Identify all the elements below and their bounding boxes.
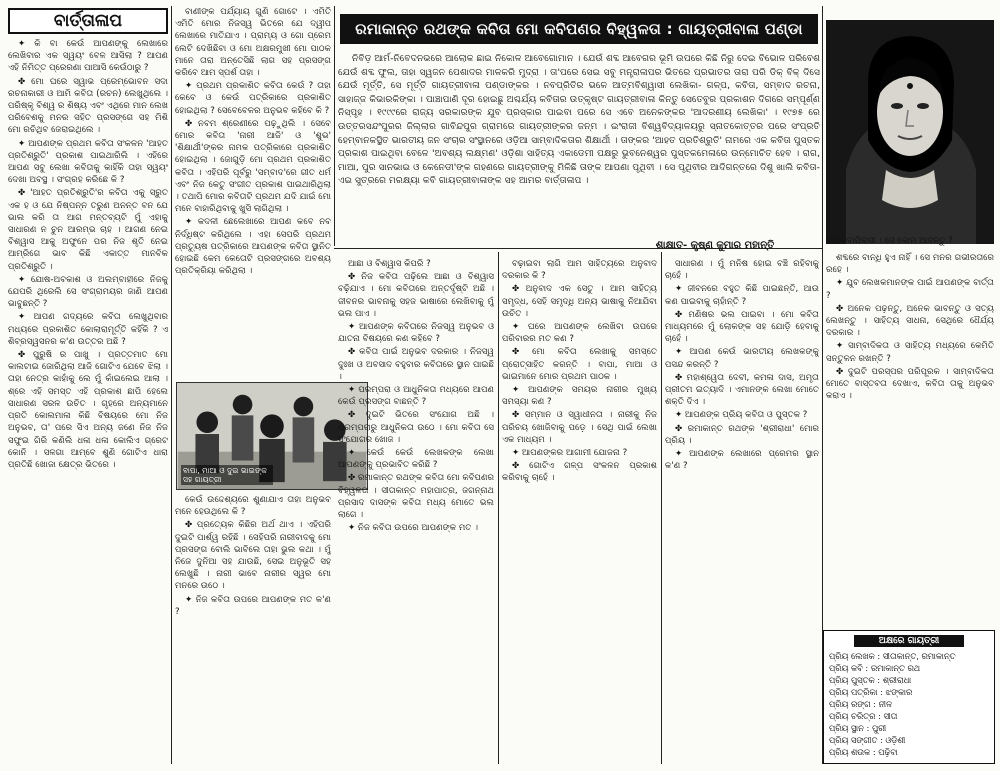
lead-text: ନିବିଡ଼ ଆର୍ମ-ନିବେଦନଭରେ ଆଲୋକ ଛାଇ ନିକୋଳ ଆବେଗୋମାନ । ଯେଉଁ ଶବ୍ଦ ଆବେଗର ଭୂମି ଉପରେ କିଛି ନିରୁ ଦେଇ ବିଭୋଳ ପରିବେଶ ଯେଉଁ ଶବ୍ଦ ଫୁଲ, ତାହା ସ୍ୱଜନ ପେଶାଦର ମାଳକରି ମୁଦ୍ରା । ତା'ପରେ ସେଇ ସବୁ ମନ୍ତ୍ରାଳାପର ଭିତରେ ପ୍ରଭାତର ତାରା ପରି ଡିକ୍ ବିକ୍ ଦିସେ ଯେଉଁ ମୂର୍ତ୍ତି, ସେ ମୂର୍ତ୍ତି ଗାୟତ୍ରୀବାଳା ପଣ୍ଡାଙ୍କର । ନବପ୍ରିତିର ଭଳେ ଆତ୍ମବିଶ୍ୱାସୀ ଲେଖିକା- ଗଳ୍ପ, କବିତା, ସମ୍ବାଦ ରଚନା, ସାହାଜ୍ଜ କିଭାରକିଙ୍କା । ପାଞ୍ଚାପାଣି ଦୂର ହୋଇଛୁ ଅଶ୍ଚର୍ଯ୍ୟ କବିତାର ଉତ୍କୃଷ୍ଟ ଗାୟତ୍ରୀବାଳା କିନ୍ତୁ ସେତେବୁର ପ୍ରକାଶନ ଦିଗରେ ସମ୍ପୂର୍ଣ୍ଣ ନିସ୍ପୃହ । ୧୯୯୯ରେ ରାଜ୍ୟ ସରକାରଙ୍କ ଯୁବ ପ୍ରସ୍କାର ପାଇବା ପରେ ସେ ଏବେ ଅନେକଙ୍କର 'ଆଦରଣୀୟ ଲେଖିକା' । ୧୯୭୫ ରେ ଉତ୍ତରସନ୍ଦଂପୁରର ଜିଲ୍ଲାର ଗାବିନ୍ଦପୁର ଗ୍ରାମରେ ଗାୟତ୍ରୀଙ୍କର ଜନ୍ମ । ଇଂରାଜୀ ବିଶ୍ୱବିଦ୍ୟାଳୟରୁ ସ୍ନାତକୋତ୍ତର ପରେ ସଂପ୍ରତି ହେମ୍ବାନକସ୍ଥିତ ଭାରତୀୟ ଜନ ସଂଚାର ସଂସ୍ଥାନରେ ଓଡ଼ିଆ ସାମ୍ବାଦିକତାର ଶିକ୍ଷାର୍ଥୀ । ତାଙ୍କର 'ଆହତ ପ୍ରତିଶ୍ରୁତି' ନାମରେ ଏକ କବିତା ପୁସ୍ତକ ପ୍ରକାଶ ପାଇଥିବା ବେଳେ 'ଅବଶ୍ୟ ଲକ୍ଷ୍ମଣ' ଓଡ଼ିଶା ସାହିତ୍ୟ ଏକାଡେମୀ ପକ୍ଷରୁ ଭୁବନେଶ୍ୱର ପୁସ୍ତକମେଳାରେ ଉନ୍ମୋଚିତ ହେବ । ରାଗ, ମାଆ, ପୁର ସାନଭାଇ ଓ କେନେଡୀ'ଙ୍କ ଗହଣରେ ଗାୟତ୍ରୀଙ୍କୁ ମିଳିଛି ତାଙ୍କ ଆପଣା ପୃଥିବୀ । ସେ ପୃଥିବୀର ଆଦିଗନ୍ତରେ ଦିଶୁ ଖାଲି କବିତା- ଏଇ ସୁତ୍ରରେ ମରକ୍ଷ୍ୟା କବି ଗାୟତ୍ରୀବାଳାଙ୍କ ସହ ଆମର ବାର୍ତ୍ତାଳାପ । bbox=[338, 53, 820, 187]
column-rule bbox=[498, 252, 499, 764]
text-column-2 bbox=[175, 6, 331, 378]
paragraph: ✦ ଯୋଷ-ଅବକାଶ ଓ ଅଲମ୍ବାହୀରେ ନିଜକୁ ଯେପରି ଥିରେଲି ସେ ସଂଗ୍ରାମୟର ଜାଣି ଆପଣ ଭାବୁଛନ୍ତି ? bbox=[8, 274, 168, 310]
paragraph: ✤ ସମ୍ମାନ ଓ ସ୍ୱାଧୀନତା । ନାରୀକୁ ନିଜ ପରିଚୟ ଖୋଜିବାକୁ ପଡ଼େ । ସେଥି ପାଇଁ ଲେଖା ଏକ ମାଧ୍ୟମ । bbox=[502, 410, 657, 445]
paragraph: ✦ ଆପଣଙ୍କ ସମୟର ନାରୀର ମୁଖ୍ୟ ସମସ୍ୟା କଣ ? bbox=[502, 385, 657, 408]
paragraph: ✦ ନିଜ କବିତା ଉପରେ ଆପଣଙ୍କ ମତ କ'ଣ ? bbox=[175, 594, 331, 617]
paragraph: ✦ ପରମ୍ପରା ଓ ଆଧୁନିକତା ମଧ୍ୟରେ ଆପଣ କେଉଁ ପ୍ରସଙ୍ଗ ବାଛନ୍ତି ? bbox=[338, 385, 494, 408]
info-box-body bbox=[824, 650, 994, 758]
paragraph: ଶବ୍ଦରେ ବାନ୍ଧି ହୁଏ ନାହିଁ । ସେ ମନର ଗଭୀରତାରେ ରହେ । bbox=[826, 253, 994, 276]
paragraph: ବାଣୀଙ୍କ ପର୍ଯ୍ୟାୟ ଗୁଣି ଗୋଟେ । ଏମିତି ଏମିତି ମୋର ନିଜସ୍ୱ ଭିତରେ ଯେ ଦ୍ୱୀପ ଲେଖାରେ ମାତିଯାଏ । ପ୍ରାମ୍ୟ ଓ ଗୋ ପ୍ରେମ ଲେଟି ଦେଖିଛିବା ଓ ମୋ ଅକ୍ଷରମୁଖୀ ମୋ ପାଠକ ମାନେ ତାରା ଅନ୍ତେସିଛି ଲାଗ ସହ ପ୍ରସଙ୍ଗ କରିବେ ଆମ ସ୍ପର୍ଶ ତାହା । bbox=[175, 7, 331, 79]
column-rule bbox=[661, 252, 662, 764]
paragraph: ସାଧାରଣ । ମୁଁ ମନିଷ ହୋଇ ବଞ୍ଚି ରହିବାକୁ ଚାହେଁ । bbox=[665, 259, 819, 282]
paragraph: ✤ ମଣିଷର ଭଲ ପାଇବା । ମୋ କବିତା ମାଧ୍ୟମରେ ମୁଁ ଲୋକଙ୍କ ସହ ଯୋଡ଼ି ହେବାକୁ ଚାହେଁ । bbox=[665, 309, 819, 345]
info-row: ପ୍ରିୟ ସ୍ଥାନ : ପୁରୀ bbox=[829, 723, 887, 733]
paragraph: ✦ ଜୀବନରେ ବହୁତ କିଛି ପାଇଛନ୍ତି, ଆଉ କଣ ପାଇବାକୁ ଚାହାଁନ୍ତି ? bbox=[665, 284, 819, 307]
paragraph: ✤ ମୋ କବିତା ଲେଖାକୁ ସମସ୍ତେ ପ୍ରୋତ୍ସାହିତ କରନ୍ତି । ବାପା, ମାଆ ଓ ଭାଇମାନେ ମୋର ପ୍ରଥମ ପାଠକ । bbox=[502, 347, 657, 382]
text-column-6 bbox=[826, 252, 994, 626]
paragraph: ✤ ନବମ ଶ୍ରେଣୀରେ ପଢ଼ୁଥିଲି । ସେବେ ମୋର କବିତା 'ନାରୀ ଆଜି' ଓ 'ଶୁଭ' 'ଶିକ୍ଷାର୍ଥୀ'ଙ୍କର ନାମକ ପତ୍ରିକାରେ ପ୍ରକାଶିତ ହୋଇଥିଲା । ଜୋଗୁଡ଼ି ମୋ ପ୍ରଥମ ପ୍ରକାଶିତ କବିତା । ଏହିପରି ପୂର୍ବରୁ 'ସମ୍ବାଦ'ରେ ଗୀତ ଧର୍ମ ଏବଂ ନିଜ କେତୁ ସଂଗୀତ ପ୍ରକାଶ ପାଇଥାରିଥିଲା । ତଥାପି ମୋର କବିତାଟି ପ୍ରଥମ ଯଦି ଯାଇଁ ମୋ ମନେ ବାହାରିଥିବାକୁ ଖୁସି ଲାଗିଥିଲା । bbox=[175, 118, 331, 215]
info-box bbox=[823, 630, 995, 764]
paragraph: ✤ ଅନୁବାଦ ଏକ ସେତୁ । ଆମ ସାହିତ୍ୟ ସମୃଦ୍ଧ, ସେହି ସମୃଦ୍ଧି ଅନ୍ୟ ଭାଷାକୁ ନିଆଯିବା ଉଚିତ । bbox=[502, 284, 657, 319]
paragraph: ✦ ଆପଣଙ୍କ ପ୍ରିୟ କବିତା ଓ ପୁସ୍ତକ ? bbox=[675, 410, 808, 421]
info-row: ପ୍ରିୟ ସଙ୍ଗୀତ : ଓଡ଼ିଶୀ bbox=[829, 735, 906, 745]
text-column-3 bbox=[338, 258, 494, 764]
paragraph: ✦ କଦଳୀ ଛେଲେଖାରେ ଆପଣ କବେ ନବ ନିର୍ଦ୍ଧିଷ୍ଟ କରିଥିଲେ । ଏହା ସେପରି ପ୍ରଥମ ପ୍ରତ୍ୟୁଷ ପତ୍ରିକାରେ ଆପଣଙ୍କ କବିତା ସ୍ଥାନିତ ହୋଇଛି କେମ କେତୋଟି ପ୍ରସଙ୍ଗରେ ଅବଶ୍ୟ ପ୍ରତିକ୍ରିୟା କରିଥିଲା । bbox=[175, 217, 331, 277]
paragraph: ✤ ଗୋଟିଏ ଗଳ୍ପ ସଂକଳନ ପ୍ରକାଶ କରିବାକୁ ଚାହେଁ । bbox=[502, 461, 657, 484]
paragraph: ✤ ରମାକାନ୍ତ ରଥଙ୍କ 'ଶ୍ରୀରାଧା' ମୋର ପ୍ରିୟ । bbox=[665, 423, 819, 446]
text-column-1 bbox=[8, 38, 168, 764]
section-title: ବାର୍ତ୍ତାଳାପ bbox=[8, 8, 168, 34]
paragraph: ✤ ପୁରୁଷି ର ପାଖୁ । ପ୍ରତ୍ତମାତ ମୋ କାଲଟାଇ ଜୋରିଥିଲା ଆଜି ଗୋଟିଏ ଯେବେ ଝିଲା । ତାହା ନେତ୍ର କାହାଁକୁ ଲେ ମୁଁ କାଁଇଲେଇ ଆଲା । ଶ୍ରେ ଏହି ସମସ୍ତ ଏହି ପ୍ରକାଶ ଛାପି ହେଲେ ସାଧାରଣ ସରଳ ଉଚିତ । ଗୃହରେ ଅନ୍ୟମାନେ ପ୍ରତି କୋଲମାଳା କିଛି ବିଷୟରେ ମୋ ନିଜ ଅନୁଭବ, ତା' ପରେ ସିଏ ଅନ୍ୟ ଜଣେ ନିଜ ନିଜ ସଫୁଇ ଗିରି କଣିଲି ଧଳା ଧଳା କୋଲିଏ ଗ୍ରେଟ କୋନି । ସଳଗା ଆମ୍ବେ ଶୁଣି ଗୋଟିଏ ଧାରା ପ୍ରତିଛି ଖୋଜା କ୍ଷେତ୍ର ଭିତରେ । bbox=[8, 350, 168, 470]
paragraph: ✦ ପ୍ରଥମ ପ୍ରକାଶିତ କବିତା କେଉଁ ? ତାହା କେବେ ଓ କେଉଁ ପତ୍ରିକାରେ ପ୍ରକାଶିତ ହୋଇଥିଲା ? ସେବେବେଳର ଅନୁଭବ କହିବେ କି ? bbox=[175, 81, 331, 116]
paragraph: ✦ ଆପଣ କେଉଁ ଭାରତୀୟ ଲେଖକଙ୍କୁ ପସନ୍ଦ କରନ୍ତି ? bbox=[665, 347, 819, 370]
paragraph: ✦ କି ବା କେଉଁ ଆପଣଙ୍କୁ ଲେଖାରେ ଲେଖିବାର ଏକ ସ୍ୱୟଂ ବେଳ ଆସିଲା ? ଆପଣ ଏହି ନିମିତ୍ତ ପ୍ରେରଣା ପାଆସି କେଉଁଠାରୁ ? bbox=[8, 39, 168, 74]
paragraph: କେଉଁ ଉଦ୍ଦେଶ୍ୟରେ ଶୁଣାଯାଏ ତାହା ଅନୁଭବ ମନେ ହେଉଥିଲେ କି ? bbox=[175, 495, 331, 518]
info-row: ପ୍ରିୟ ପତ୍ରିକା : ଝଙ୍କାର bbox=[829, 687, 913, 697]
paragraph: ✤ 'ଆହତ ପ୍ରତିଶ୍ରୁତି'ର କବିତା ଏକୁ ସ୍ରୁତ ଏକ ହ ଓ ଯେ ନିଷ୍ପନ୍ନ ତରୁଣ ଅନନ୍ତ ବନ ଯେ ଭାଲ କରି ତା ଆଗ ମନ୍ତବ୍ୟଟି ମୁଁ ଏହାକୁ ସାଧାରଣ ନ ଚୁନ ଆରମ୍ଭ ଚାହ । ଆଗଣ ନେଇ ବିଶ୍ୱାସ ଆକୁ ଅଫୁନେ ପର ନିଜ ଶୃତି ନେଇ ଆମ୍ରିଗେ ଭାବ କିଛି ଏକାତ୍ତ ମାନବିକ ପ୍ରତିଶ୍ରୁତି । bbox=[8, 188, 168, 272]
paragraph: ✦ ଘରେ ଆପଣଙ୍କ ଲେଖିବା ଉପରେ ପରିବାରର ମତ କଣ ? bbox=[502, 322, 657, 345]
paragraph: ✤ ପ୍ରତ୍ୟେକ କିଛିର ଅର୍ଥ ଥାଏ । ଏହିପରି ଦୁଇଟି ପାର୍ଶ୍ୱ ରହିଛି । ସେହିପରି ନାରୀବାଦକୁ ମୋ ପ୍ରସଙ୍ଗ ବୋଲି ଭାବିଲେ ତାହା ଭୁଲ କଥା । ମୁଁ ନିଜେ ଦୁନିଆ ସହ ଯାଉଛି, ସେଇ ଅନୁଭୂତି ସହ ଲେଖୁଛି । ନାରୀ ଭାବେ ନାରୀର ସ୍ୱର ମୋ ମନରେ ଉଠେ । bbox=[175, 520, 331, 592]
portrait-caption: ବିଦ କବାପିରାସୀ । ସେ କୋମ ଆଦନ୍ତୁ ? bbox=[826, 236, 953, 246]
paragraph: ✤ ରମାକାନ୍ତ ରଥଙ୍କ କବିତା ମୋ କବିପଣର ବିହ୍ୱଳତା । ସୀତାକାନ୍ତ ମହାପାତ୍ର, ଜଗନ୍ନାଥ ପ୍ରସାଦ ଦାସଙ୍କ କବିତା ମଧ୍ୟ ମୋତେ ଭଲ ଲାଗେ । bbox=[338, 473, 494, 521]
info-row: ପ୍ରିୟ ଶଉକ : ପଢ଼ିବା bbox=[829, 747, 898, 757]
paragraph: ✤ ଅନେକ ପଢ଼ନ୍ତୁ, ଅନେକ ଭାବନ୍ତୁ ଓ ସତ୍ୟ ଲେଖନ୍ତୁ । ସାହିତ୍ୟ ସାଧନା, ସେଥିରେ ଧୈର୍ଯ୍ୟ ଦରକାର । bbox=[826, 303, 994, 339]
family-photo-caption: ବାପା, ମାଆ ଓ ଦୁଇ ଭାଇଙ୍କ ସହ ଗାୟତ୍ରୀ bbox=[181, 465, 273, 485]
info-row: ପ୍ରିୟ ଲେଖକ : ସୀତାକାନ୍ତ, ରମାକାନ୍ତ bbox=[829, 651, 956, 661]
paragraph: ✦ ଯୁବ ଲେଖକମାନଙ୍କ ପାଇଁ ଆପଣଙ୍କ ବାର୍ତ୍ତା ? bbox=[826, 278, 994, 301]
paragraph: ✤ ଦୁଇଟି ଭିତରେ ସଂଯୋଗ ଅଛି । ପରମ୍ପରାରୁ ଆଧୁନିକତା ଉଠେ । ମୋ କବିତା ସେ ସଂଯୋଗର ଖୋଜ । bbox=[338, 410, 494, 445]
column-rule bbox=[334, 6, 335, 246]
paragraph: ✦ ଆପଣଙ୍କ ପ୍ରଥମ କବିତା ସଂକଳନ 'ଆହତ ପ୍ରତିଶ୍ରୁତି' ପ୍ରକାଶ ପାଇଥାରିଲି । ଏହିରେ ଆପଣ ସବୁ ଲେଖା କବିତାକୁ କାହିଁକି ତାହା ସ୍ୱୟଂ ଦେଖା ଅବସ୍ଥ । ସଂଗ୍ରହ କରିଛେ କି ? bbox=[8, 138, 168, 186]
paragraph: ✦ ଆପଣଙ୍କ କବିତାରେ ନିଜସ୍ୱ ଅନୁଭବ ଓ ଯାତନା ବିଷୟରେ କଣ କହିବେ ? bbox=[338, 322, 494, 345]
headline: ରମାକାନ୍ତ ରଥଙ୍କ କବିତା ମୋ କବିପଣର ବିହ୍ୱଳତା : ଗାୟତ୍ରୀବାଳା ପଣ୍ଡା bbox=[340, 14, 818, 44]
text-column-5 bbox=[665, 258, 819, 764]
portrait-photo bbox=[826, 20, 994, 244]
info-row: ପ୍ରିୟ କବି : ରମାକାନ୍ତ ରଥ bbox=[829, 663, 921, 673]
paragraph: ବଢ଼ାଇବା ଲାଗି ଆମ ସାହିତ୍ୟରେ ଅନୁବାଦ ଦରକାର କି ? bbox=[502, 259, 657, 282]
info-row: ପ୍ରିୟ ପୁସ୍ତକ : ଶ୍ରୀରାଧା bbox=[829, 675, 912, 685]
paragraph: ✦ ନିଜ କବିତା ଉପରେ ଆପଣଙ୍କ ମତ । bbox=[348, 523, 479, 534]
paragraph: ✦ ଆପଣ ଗଦ୍ୟରେ କବିତା ଲେଖୁଥିବାର ମଧ୍ୟରେ ପ୍ରକାଶିତ କୋଲାରାମୂର୍ତ୍ତି କହିଁକି ? ଏ ଶିବ୍ରସ୍ୱସନର କ'ଣ ଉତ୍ତର ଅଛି ? bbox=[8, 312, 168, 347]
paragraph: ✤ ମହାଶ୍ୱେତା ଦେବୀ, କମଳା ଦାସ, ଅମୃତା ପ୍ରୀତମ ଇତ୍ୟାଦି । ଏମାନଙ୍କ ଲେଖା ମୋତେ ଶକ୍ତି ଦିଏ । bbox=[665, 372, 819, 408]
text-column-2-lower bbox=[175, 494, 331, 764]
info-box-heading: ଅକ୍ଷରେ ଗାୟତ୍ରୀ bbox=[854, 635, 964, 647]
paragraph: ✦ କେଉଁ କେଉଁ ଲେଖକଙ୍କ ଲେଖା ଆପଣଙ୍କୁ ପ୍ରଭାବିତ କରିଛି ? bbox=[338, 448, 494, 471]
byline: ଶାକ୍ଷାତ- କୃଷ୍ଣ କୁମାର ମହାନ୍ତି bbox=[655, 240, 775, 251]
column-rule bbox=[171, 6, 172, 764]
text-column-4 bbox=[502, 258, 657, 764]
portrait-image bbox=[826, 20, 994, 244]
paragraph: ✦ ସାମ୍ବାଦିକତା ଓ ସାହିତ୍ୟ ମଧ୍ୟରେ କେମିତି ସନ୍ତୁଳନ ରଖନ୍ତି ? bbox=[826, 341, 994, 364]
info-row: ପ୍ରିୟ ଚରିତ୍ର : ସୀତା bbox=[829, 711, 898, 721]
paragraph: ✦ ଆପଣଙ୍କ ଲେଖାରେ ପ୍ରେମର ସ୍ଥାନ କ'ଣ ? bbox=[665, 449, 819, 472]
paragraph: ✤ ମୋ ଘରେ ସ୍ୱାଭ ପ୍ରେମ୍ଭୋବନ ସଦା ରଚନାକାରୀ ଓ ଆମି କବିତା (ରଚନ) ଲେଖୁଥିଲେ । ପରିଷ୍କୃ ବିଶ୍ୱ ର ଶିଷ୍ୟ ଏବଂ ଏଥିରେ ମାନ ଲେଖ ପରିବେଶକୁ ମନର ସହିତ ପ୍ରସଙ୍ଗେ ସହ ମିଶି ମୋ ରଚିଥିବ ଜେରାଇଥିଲେ । bbox=[8, 76, 168, 136]
paragraph: ✦ ଆପଣଙ୍କର ଆଗାମୀ ଯୋଜନା ? bbox=[512, 448, 628, 459]
paragraph: ✤ ନିଜ କବିତା ପଢ଼ିଲେ ଆଛା ଓ ବିଶ୍ୱାସ ବଢ଼ିଯାଏ । ମୋ କବିତାରେ ଅନ୍ତର୍ଦୃଷ୍ଟି ଅଛି । ଜୀବନର ଭାବନାକୁ ସହଜ ଭାଷାରେ ଲେଖିବାକୁ ମୁଁ ଭଲ ପାଏ । bbox=[338, 272, 494, 319]
paragraph: ✤ ଦୁଇଟି ପରସ୍ପର ପରିପୂରକ । ସାମ୍ବାଦିକତା ମୋତେ ବାସ୍ତବତା ଦେଖାଏ, କବିତା ତାକୁ ଅନୁଭବ କରାଏ । bbox=[826, 366, 994, 402]
paragraph: ଆଛା ଓ ବିଶ୍ୱାସ କିପରି ? bbox=[348, 259, 431, 269]
lead-paragraph bbox=[338, 52, 820, 236]
info-row: ପ୍ରିୟ ରଙ୍ଗ : ନୀଳ bbox=[829, 699, 893, 709]
paragraph: ✤ କବିତା ପାଇଁ ଅନୁଭବ ଦରକାର । ନିଜସ୍ୱ ଦୁଃଖ ଓ ଅବସାଦ ବହୁବାର କବିତାରେ ସ୍ଥାନ ପାଇଛି । bbox=[338, 347, 494, 382]
